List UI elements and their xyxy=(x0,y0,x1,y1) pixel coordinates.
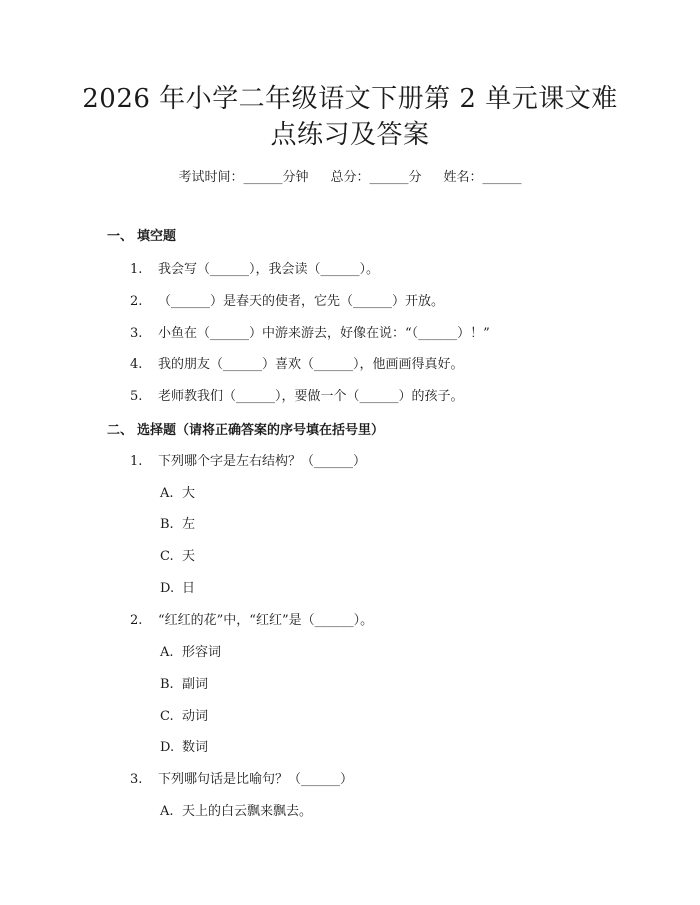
question-text: 下列哪个字是左右结构？（______） xyxy=(158,454,367,469)
option-letter: B. xyxy=(160,517,174,532)
question-text: 下列哪句话是比喻句？（______） xyxy=(158,772,354,787)
answer-option xyxy=(160,643,221,663)
section-number: 一、 xyxy=(107,229,134,244)
question-text: “红红的花”中，“红红”是（______）。 xyxy=(158,613,374,628)
answer-option xyxy=(160,802,312,822)
question-item xyxy=(130,611,373,631)
question-item xyxy=(130,452,366,472)
answer-option xyxy=(160,484,195,504)
page-title-line-1: 2026 年小学二年级语文下册第 2 单元课文难 xyxy=(82,84,618,114)
answer-option xyxy=(160,707,208,727)
option-letter: C. xyxy=(160,549,174,564)
question-number: 4. xyxy=(130,357,143,372)
option-letter: D. xyxy=(160,581,175,596)
option-letter: A. xyxy=(160,486,174,501)
question-item xyxy=(130,387,464,407)
option-text: 天 xyxy=(182,549,196,564)
answer-option xyxy=(160,738,208,758)
question-text: （______）是春天的使者，它先（______）开放。 xyxy=(158,294,445,309)
page-title-line-2: 点练习及答案 xyxy=(270,120,430,150)
answer-option xyxy=(160,675,208,695)
question-number: 3. xyxy=(130,326,143,341)
question-number: 2. xyxy=(130,613,143,628)
option-letter: A. xyxy=(160,645,174,660)
option-text: 副词 xyxy=(182,677,209,692)
question-text: 老师教我们（______），要做一个（______）的孩子。 xyxy=(158,389,464,404)
option-text: 形容词 xyxy=(182,645,222,660)
question-text: 我会写（______），我会读（______）。 xyxy=(158,262,380,277)
question-item xyxy=(130,355,464,375)
option-text: 大 xyxy=(182,486,196,501)
question-number: 2. xyxy=(130,294,143,309)
section-heading-multiple-choice xyxy=(107,421,384,441)
question-number: 5. xyxy=(130,389,143,404)
section-number: 二、 xyxy=(107,423,134,438)
answer-option xyxy=(160,547,195,567)
answer-option xyxy=(160,515,195,535)
answer-option xyxy=(160,579,195,599)
option-letter: C. xyxy=(160,709,174,724)
question-item xyxy=(130,292,444,312)
question-number: 1. xyxy=(130,454,143,469)
exam-time-field: 考试时间：______分钟 xyxy=(178,170,309,185)
question-text: 小鱼在（______）中游来游去，好像在说：“（______）！” xyxy=(158,326,490,341)
section-heading-fill-blank xyxy=(107,227,176,247)
question-item xyxy=(130,260,379,280)
question-item xyxy=(130,324,490,344)
option-text: 动词 xyxy=(182,709,209,724)
question-number: 1. xyxy=(130,262,143,277)
section-title: 选择题（请将正确答案的序号填在括号里） xyxy=(137,423,385,438)
option-text: 日 xyxy=(182,581,196,596)
option-text: 左 xyxy=(182,517,196,532)
option-letter: D. xyxy=(160,740,175,755)
option-text: 数词 xyxy=(182,740,209,755)
option-letter: B. xyxy=(160,677,174,692)
option-letter: A. xyxy=(160,804,174,819)
total-score-field: 总分：______分 xyxy=(330,170,422,185)
option-text: 天上的白云飘来飘去。 xyxy=(182,804,313,819)
section-title: 填空题 xyxy=(137,229,177,244)
question-text: 我的朋友（______）喜欢（______），他画画得真好。 xyxy=(158,357,464,372)
question-item xyxy=(130,770,353,790)
student-name-field: 姓名：______ xyxy=(443,170,522,185)
exam-meta xyxy=(0,168,700,188)
question-number: 3. xyxy=(130,772,143,787)
